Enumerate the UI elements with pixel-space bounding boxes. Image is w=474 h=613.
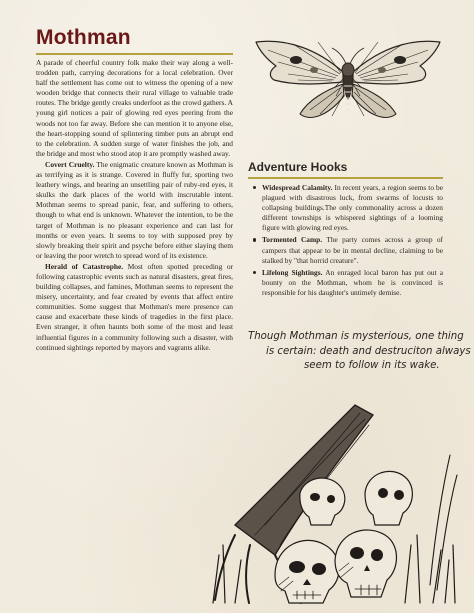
hook-text: The party comes across a group of campers that appear to be in mental decline, claiming to be stalked by "that horrid creature".: [262, 235, 443, 265]
adventure-hooks-title: Adventure Hooks: [248, 160, 348, 174]
main-column: [36, 58, 233, 353]
adventure-hooks-divider: [248, 177, 443, 179]
pull-quote: [232, 330, 471, 374]
section-herald-of-catastrophe: [36, 262, 233, 353]
section-text: The enigmatic creature known as Mothman is as terrifying as it is strange. Covered in fluffy fur, sporting two leathery wings, and bearing an unsettling pair of ruby-red eyes, it skulks the dark places of the world with inscrutable intent. Mothman seems to spread panic, fear, and suffering to others, though to what end is unknown. Whatever the intention, to be the target of Mothman is no pleasant experience and can last for months or even years. It seems to toy with supposed prey by slowly breaking their spirit and psyche before either slaying them or leaving the poor wretch to spread word of its existence.: [36, 159, 233, 260]
moth-illustration: [248, 30, 448, 145]
hook-text: In recent years, a region seems to be plagued with disastrous luck, from swarms of locusts to collapsing buildings.The only commonality across a dozen different townships is whispered sightings of a looming figure with glowing red eyes.: [262, 183, 444, 233]
section-heading: Covert Cruelty.: [45, 159, 95, 169]
quote-line: Though Mothman is mysterious, one thing: [248, 331, 464, 342]
section-covert-cruelty: [36, 160, 233, 261]
page-title: Mothman: [36, 26, 131, 49]
adventure-hooks-list: [252, 183, 443, 300]
quote-line: seem to follow in its wake.: [304, 360, 440, 371]
intro-paragraph: A parade of cheerful country folk make their way along a well-trodden path, carrying decorations for a local celebration. Over half the settlement has come out to witness the opening of a new wooden bridge that connects their rural village to valuable trade routes. The bridge gently creaks underfoot as the crowd gathers. A young girl notices a pair of glowing red eyes peering from the woods not too far away. Before she can mention it to anyone else, the heart-stopping sound of splintering timber puts an abrupt end to the celebration. A sudden surge of water finishes the job, and the bridge and most who stood atop it are promptly washed away.: [36, 58, 233, 158]
hook-text: An enraged local baron has put out a bounty on the Mothman, whom he is convinced is responsible for his daughter's untimely demise.: [262, 267, 443, 297]
list-item: [252, 268, 443, 298]
list-item: [252, 183, 443, 233]
quote-line: is certain: death and destruciton always: [266, 345, 471, 357]
hook-heading: Widespread Calamity.: [262, 183, 333, 192]
section-heading: Herald of Catastrophe.: [45, 261, 124, 271]
hook-heading: Tormented Camp.: [262, 235, 323, 245]
title-divider: [36, 53, 233, 55]
section-text: Most often spotted preceding or following catastrophic events such as natural disasters, great fires, building collapses, and famines, Mothman seems to represent the misery, uncertainty, and fear created by events that affect entire communities. Some suggest that Mothman's mere presence can cause and exacerbate these kinds of tragedies in the first place. Even stranger, it often haunts both some of the most and least influential figures in a community following such a disaster, with continued sightings reported by mayors and vagrants alike.: [36, 261, 233, 352]
skulls-and-tree-illustration: [205, 385, 460, 605]
hook-heading: Lifelong Sightings.: [262, 267, 323, 277]
list-item: [252, 235, 443, 265]
